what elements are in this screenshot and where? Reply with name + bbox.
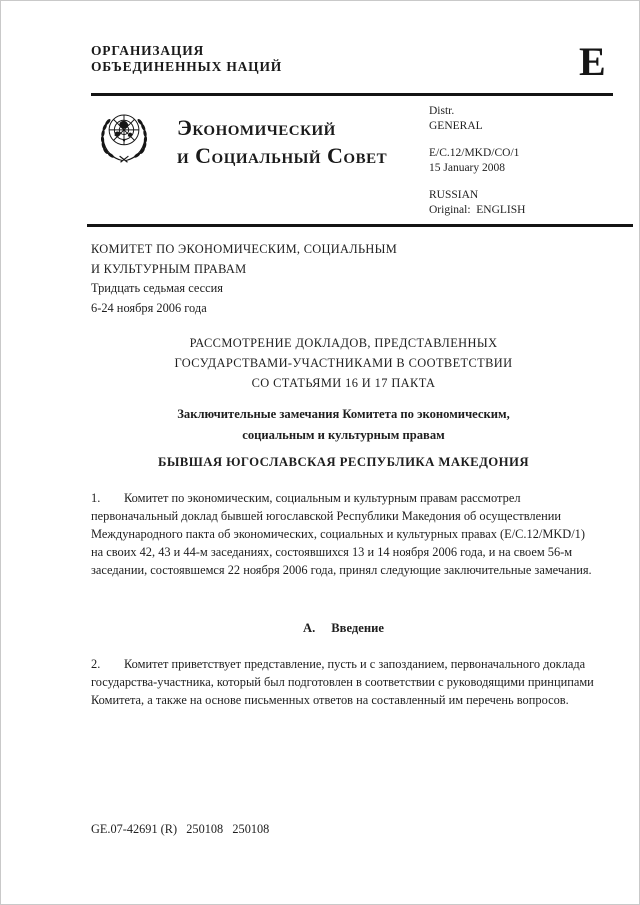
council-name <box>177 114 387 170</box>
consideration-heading-line2: ГОСУДАРСТВАМИ-УЧАСТНИКАМИ В СООТВЕТСТВИИ <box>174 356 513 370</box>
country-title: БЫВШАЯ ЮГОСЛАВСКАЯ РЕСПУБЛИКА МАКЕДОНИЯ <box>157 455 529 469</box>
committee-name-line1: КОМИТЕТ ПО ЭКОНОМИЧЕСКИМ, СОЦИАЛЬНЫМ <box>91 242 398 256</box>
consideration-heading-line3: СО СТАТЬЯМИ 16 И 17 ПАКТА <box>251 376 436 390</box>
organization-name-line1: ОРГАНИЗАЦИЯ <box>91 43 205 58</box>
council-name-line1: Экономический <box>177 115 336 140</box>
consideration-heading <box>91 333 596 393</box>
distribution-info <box>429 104 525 230</box>
section-a-title: Введение <box>331 621 384 635</box>
consideration-heading-line1: РАССМОТРЕНИЕ ДОКЛАДОВ, ПРЕДСТАВЛЕННЫХ <box>189 336 498 350</box>
paragraph-2-text: Комитет приветствует представление, пусть и с запозданием, первоначального доклада государства-участника, который был подготовлен в соответствии с руководящими принципами Комитета, а также на основе письменных ответов на составленный им перечень вопросов. <box>91 657 594 707</box>
header-divider-bottom <box>87 224 633 227</box>
section-a-heading <box>91 621 596 636</box>
session-dates: 6-24 ноября 2006 года <box>91 300 207 315</box>
concluding-observations-line2: социальным и культурным правам <box>242 428 445 442</box>
section-a-label: A. <box>303 621 316 635</box>
footer-reference: GE.07-42691 (R) 250108 250108 <box>91 822 270 836</box>
document-symbol: E/C.12/MKD/CO/1 <box>429 147 520 159</box>
paragraph-2 <box>91 655 596 709</box>
committee-name-line2: И КУЛЬТУРНЫМ ПРАВАМ <box>91 261 247 276</box>
organization-name-line2: ОБЪЕДИНЕННЫХ НАЦИЙ <box>91 58 283 74</box>
document-language: RUSSIAN <box>429 189 479 201</box>
paragraph-1-text: Комитет по экономическим, социальным и культурным правам рассмотрел первоначальный доклад бывшей югославской Республики Македония об осуществлении Международного пакта об экономических, социальных и культурных правах (E/C.12/MKD/1) на своих 42, 43 и 44-м заседаниях, состоявшихся 13 и 14 ноября 2006 года, и на своем 56-м заседании, состоявшемся 22 ноября 2006 года, принял следующие заключительные замечания. <box>91 491 592 577</box>
un-emblem-icon <box>96 106 152 166</box>
council-name-line2: и Социальный Совет <box>177 143 388 168</box>
paragraph-2-number: 2. <box>91 657 101 671</box>
concluding-observations-line1: Заключительные замечания Комитета по экономическим, <box>177 407 510 421</box>
distr-value: GENERAL <box>429 119 483 132</box>
distr-label: Distr. <box>429 105 455 117</box>
document-series-letter: E <box>579 39 606 84</box>
document-date: 15 January 2008 <box>429 161 506 174</box>
document-original-language: Original: ENGLISH <box>429 203 526 216</box>
header-divider-top <box>91 93 613 96</box>
paragraph-1-number: 1. <box>91 491 101 505</box>
session-number: Тридцать седьмая сессия <box>91 281 223 296</box>
organization-name <box>91 43 282 74</box>
paragraph-1 <box>91 489 596 579</box>
committee-session-block <box>91 240 397 318</box>
concluding-observations-title <box>91 404 596 446</box>
